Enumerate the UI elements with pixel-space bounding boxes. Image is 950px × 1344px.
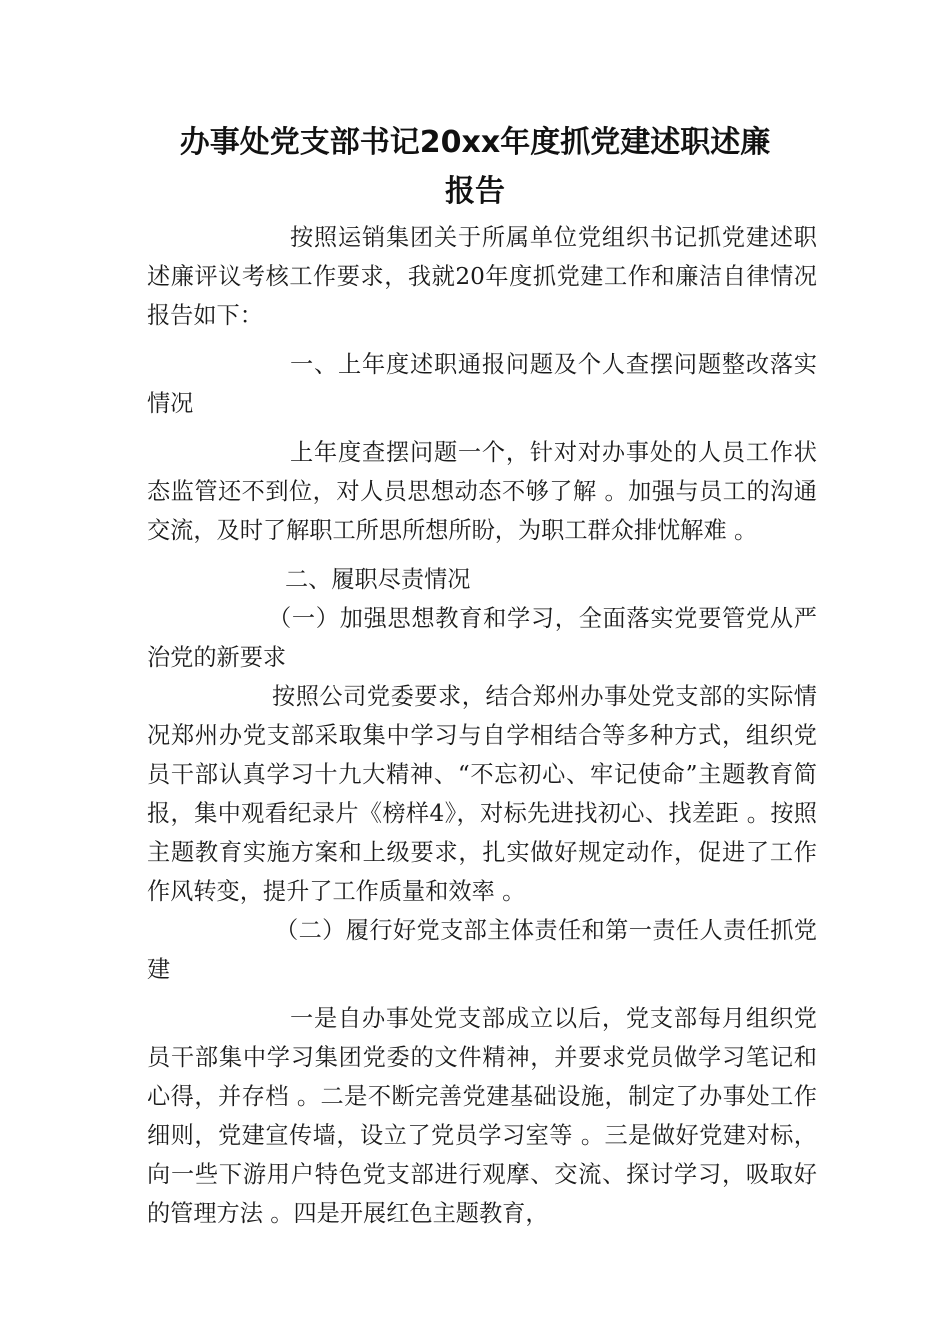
subsection-2-paragraph: 一是自办事处党支部成立以后，党支部每月组织党员干部集中学习集团党委的文件精神，并要求党员做学习笔记和心得，并存档 。二是不断完善党建基础设施，制定了办事处工作细则，党建宣传墙，设立了党员学习室等 。三是做好党建对标，向一些下游用户特色党支部进行观摩、交流、探讨学习，吸取好的管理方法 。四是开展红色主题教育， [147,1005,817,1227]
document-body [147,218,817,1233]
document-title-line-2: 报告 [445,174,505,209]
intro-paragraph: 按照运销集团关于所属单位党组织书记抓党建述职述廉评议考核工作要求，我就20年度抓党建工作和廉洁自律情况报告如下： [147,224,817,329]
section-heading-1: 一、上年度述职通报问题及个人查摆问题整改落实情况 [147,351,817,417]
subsection-heading-1: （一）加强思想教育和学习，全面落实党要管党从严治党的新要求 [147,605,817,671]
section-heading-2: 二、履职尽责情况 [285,566,471,593]
subsection-1-paragraph: 按照公司党委要求，结合郑州办事处党支部的实际情况郑州办党支部采取集中学习与自学相结合等多种方式，组织党员干部认真学习十九大精神、“不忘初心、牢记使命”主题教育简报，集中观看纪录片《榜样4》，对标先进找初心、找差距 。按照主题教育实施方案和上级要求，扎实做好规定动作，促进了工作作风转变，提升了工作质量和效率 。 [147,683,817,905]
document-title-line-1: 办事处党支部书记20xx年度抓党建述职述廉 [179,125,771,160]
subsection-heading-2: （二）履行好党支部主体责任和第一责任人责任抓党建 [147,917,817,983]
section-1-paragraph: 上年度查摆问题一个，针对对办事处的人员工作状态监管还不到位，对人员思想动态不够了解 。加强与员工的沟通交流，及时了解职工所思所想所盼，为职工群众排忧解难 。 [147,439,817,544]
